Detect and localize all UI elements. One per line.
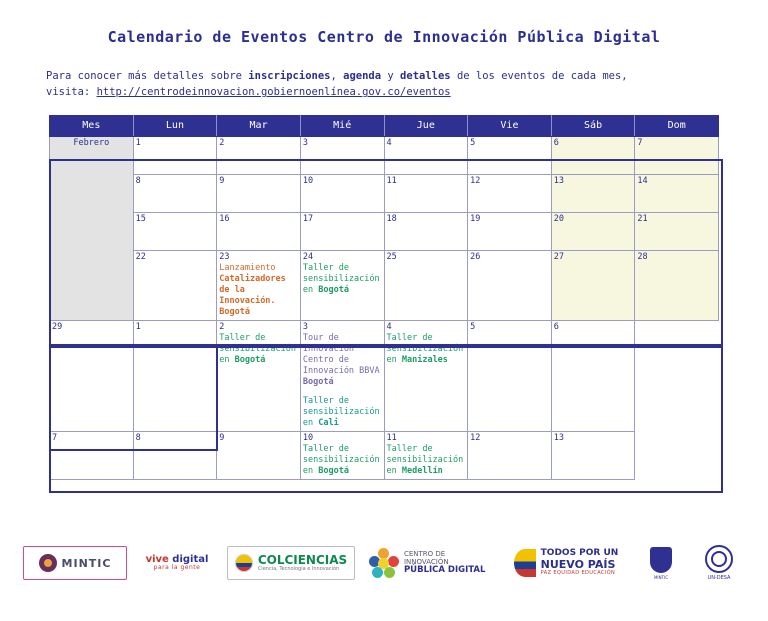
logo-un-label: UN-DESA	[707, 575, 731, 581]
shield-icon	[650, 547, 672, 573]
day-cell[interactable]	[217, 320, 301, 431]
event-text: Lanzamiento	[219, 262, 276, 273]
day-number: 26	[470, 251, 481, 262]
event-entry[interactable]	[303, 333, 382, 388]
day-cell[interactable]	[133, 250, 217, 320]
intro-paragraph	[46, 68, 722, 101]
logo-cipd-line2: PÚBLICA DIGITAL	[403, 565, 486, 576]
day-number: 4	[386, 321, 392, 332]
logo-colciencias-text	[258, 554, 347, 573]
day-cell[interactable]	[384, 136, 468, 174]
intro-text-4: de los eventos de cada mes,	[450, 70, 628, 82]
event-location: Bogotá	[234, 354, 266, 365]
day-cell[interactable]	[551, 432, 635, 480]
logo-vive-line1: vive digital	[145, 553, 209, 565]
day-number: 1	[135, 137, 141, 148]
event-text: Taller de sensibilización en	[302, 262, 380, 295]
page-title: Calendario de Eventos Centro de Innovación Pública Digital	[107, 28, 661, 46]
colombia-flag-icon	[235, 554, 253, 572]
innovation-dots-icon	[369, 548, 398, 578]
event-entry[interactable]	[303, 444, 382, 477]
logo-todos-text	[541, 549, 619, 576]
day-cell[interactable]	[133, 212, 217, 250]
day-cell[interactable]	[635, 136, 719, 174]
logo-cipd-text	[404, 550, 489, 576]
day-number: 13	[553, 433, 564, 444]
day-number: 19	[470, 213, 481, 224]
logo-escudo-label: MINTIC	[653, 574, 669, 580]
event-location: Bogotá	[318, 284, 349, 295]
day-number: 28	[637, 251, 648, 262]
logo-vive-line2: para la gente	[153, 564, 201, 572]
day-number: 23	[219, 251, 230, 262]
event-location: Cali	[318, 418, 339, 429]
day-number: 12	[470, 433, 481, 444]
day-number: 2	[219, 321, 225, 332]
calendar-week-row	[50, 250, 719, 320]
logo-strip	[0, 543, 768, 583]
day-cell[interactable]	[133, 320, 217, 431]
day-number: 9	[219, 175, 225, 186]
day-cell[interactable]	[551, 136, 635, 174]
intro-text-3: y	[381, 70, 401, 82]
day-cell[interactable]	[635, 250, 719, 320]
day-cell[interactable]	[133, 432, 217, 480]
un-globe-icon	[705, 545, 733, 573]
day-cell[interactable]	[300, 136, 384, 174]
day-number: 6	[553, 321, 559, 332]
day-cell[interactable]	[635, 212, 719, 250]
events-link[interactable]: http://centrodeinnovacion.gobiernoenlínea.gov.co/eventos	[96, 86, 451, 99]
day-cell[interactable]	[384, 212, 468, 250]
column-header-mes: Mes	[50, 115, 134, 136]
day-number: 8	[135, 175, 141, 186]
calendar-week-row	[50, 432, 719, 480]
day-cell[interactable]	[468, 174, 552, 212]
day-cell[interactable]	[217, 136, 301, 174]
day-number: 1	[135, 321, 141, 332]
day-cell[interactable]	[468, 320, 552, 431]
day-cell[interactable]	[384, 250, 468, 320]
logo-mintic-label: MINTIC	[61, 556, 112, 570]
event-entry[interactable]	[303, 263, 382, 296]
event-location: Bogotá	[302, 377, 334, 388]
logo-todos-por-un-nuevo-pais	[503, 546, 629, 580]
logo-todos-line2: NUEVO PAÍS	[540, 558, 616, 572]
event-location: Manizales	[401, 354, 448, 365]
calendar-table	[49, 115, 719, 481]
event-entry[interactable]	[303, 396, 382, 429]
day-number: 27	[553, 251, 564, 262]
day-cell[interactable]	[300, 320, 384, 431]
day-cell[interactable]	[217, 174, 301, 212]
day-number: 15	[135, 213, 146, 224]
day-cell[interactable]	[468, 432, 552, 480]
day-cell[interactable]	[468, 212, 552, 250]
event-text: Taller de sensibilización en	[219, 332, 297, 365]
event-entry[interactable]	[219, 333, 298, 366]
event-text: Taller de sensibilización en	[302, 396, 380, 429]
day-cell[interactable]	[468, 136, 552, 174]
day-number: 3	[302, 137, 308, 148]
day-cell[interactable]	[551, 212, 635, 250]
day-number: 7	[52, 433, 58, 444]
day-number: 3	[302, 321, 308, 332]
day-cell[interactable]	[217, 212, 301, 250]
event-text: Taller de sensibilización en	[386, 332, 464, 365]
day-cell[interactable]	[50, 432, 134, 480]
day-number: 14	[637, 175, 648, 186]
event-location: Catalizadores de la Innovación. Bogotá	[219, 273, 286, 317]
column-header-mie: Mié	[300, 115, 384, 136]
column-header-vie: Vie	[468, 115, 552, 136]
intro-text-2: ,	[330, 70, 344, 82]
day-number: 16	[219, 213, 230, 224]
day-cell[interactable]	[384, 320, 468, 431]
day-number: 12	[470, 175, 481, 186]
event-text: Taller de sensibilización en	[302, 444, 380, 477]
event-location: Medellín	[401, 466, 443, 477]
column-header-lun: Lun	[133, 115, 217, 136]
logo-centro-innovacion	[369, 545, 489, 581]
day-number: 25	[386, 251, 397, 262]
day-number: 6	[553, 137, 559, 148]
event-location: Bogotá	[318, 466, 349, 477]
day-cell[interactable]	[551, 174, 635, 212]
intro-bold-agenda: agenda	[343, 70, 382, 82]
day-number: 10	[302, 433, 314, 444]
day-cell[interactable]	[384, 432, 468, 480]
day-number: 11	[386, 175, 397, 186]
day-cell[interactable]	[551, 250, 635, 320]
day-cell[interactable]	[133, 174, 217, 212]
day-cell[interactable]	[300, 432, 384, 480]
intro-bold-inscripciones: inscripciones	[248, 70, 331, 82]
event-entry[interactable]	[387, 444, 466, 477]
event-text: Taller de sensibilización en	[386, 444, 464, 477]
logo-todos-line1: TODOS POR UN	[540, 548, 619, 559]
column-header-sab: Sáb	[551, 115, 635, 136]
day-number: 8	[135, 433, 141, 444]
calendar-week-row	[50, 320, 719, 431]
logo-cipd-line1: CENTRO DE INNOVACIÓN	[403, 550, 449, 567]
calendar-week-row	[50, 136, 719, 174]
day-cell[interactable]	[300, 174, 384, 212]
day-number: 18	[386, 213, 397, 224]
document-page	[0, 28, 768, 621]
day-cell[interactable]	[217, 432, 301, 480]
column-header-mar: Mar	[217, 115, 301, 136]
day-cell[interactable]	[384, 174, 468, 212]
colombia-c-icon	[514, 549, 536, 577]
logo-colciencias-label: COLCIENCIAS	[257, 552, 348, 567]
day-number: 13	[553, 175, 564, 186]
day-number: 24	[302, 251, 314, 262]
column-header-dom: Dom	[635, 115, 719, 136]
column-header-jue: Jue	[384, 115, 468, 136]
day-cell[interactable]	[468, 250, 552, 320]
day-cell[interactable]	[635, 174, 719, 212]
day-number: 2	[219, 137, 225, 148]
day-cell[interactable]	[50, 320, 134, 431]
intro-text-1: Para conocer más detalles sobre	[46, 70, 249, 82]
day-number: 17	[302, 213, 314, 224]
day-number: 9	[219, 433, 225, 444]
event-text: Tour de Innovación Centro de Innovación BBVA	[302, 332, 380, 376]
logo-colciencias	[227, 546, 355, 580]
calendar-week-row	[50, 212, 719, 250]
day-cell[interactable]	[300, 212, 384, 250]
mintic-emblem-icon	[39, 554, 57, 572]
logo-vive-digital-word: digital	[172, 553, 209, 565]
day-number: 29	[52, 321, 63, 332]
day-cell[interactable]	[300, 250, 384, 320]
day-number: 5	[470, 321, 476, 332]
day-number: 4	[386, 137, 392, 148]
logo-vive-digital	[141, 546, 213, 580]
logo-escudo-mintic	[643, 543, 679, 583]
day-number: 7	[637, 137, 643, 148]
day-number: 11	[386, 433, 397, 444]
day-cell[interactable]	[133, 136, 217, 174]
day-number: 5	[470, 137, 476, 148]
intro-bold-detalles: detalles	[400, 70, 451, 82]
month-label-febrero: Febrero	[50, 136, 134, 320]
calendar-header-row	[50, 115, 719, 136]
day-number: 10	[302, 175, 314, 186]
day-number: 21	[637, 213, 648, 224]
logo-mintic	[23, 546, 127, 580]
day-number: 20	[553, 213, 564, 224]
logo-un-desa	[693, 543, 745, 583]
logo-colciencias-sublabel: Ciencia, Tecnología e Innovación	[257, 565, 340, 572]
logo-todos-line3: PAZ EQUIDAD EDUCACIÓN	[540, 570, 616, 577]
day-cell[interactable]	[551, 320, 635, 431]
day-cell[interactable]	[217, 250, 301, 320]
event-entry[interactable]	[387, 333, 466, 366]
calendar-week-row	[50, 174, 719, 212]
intro-text-5: visita:	[46, 86, 97, 99]
day-number: 22	[135, 251, 146, 262]
event-entry[interactable]	[219, 263, 298, 318]
